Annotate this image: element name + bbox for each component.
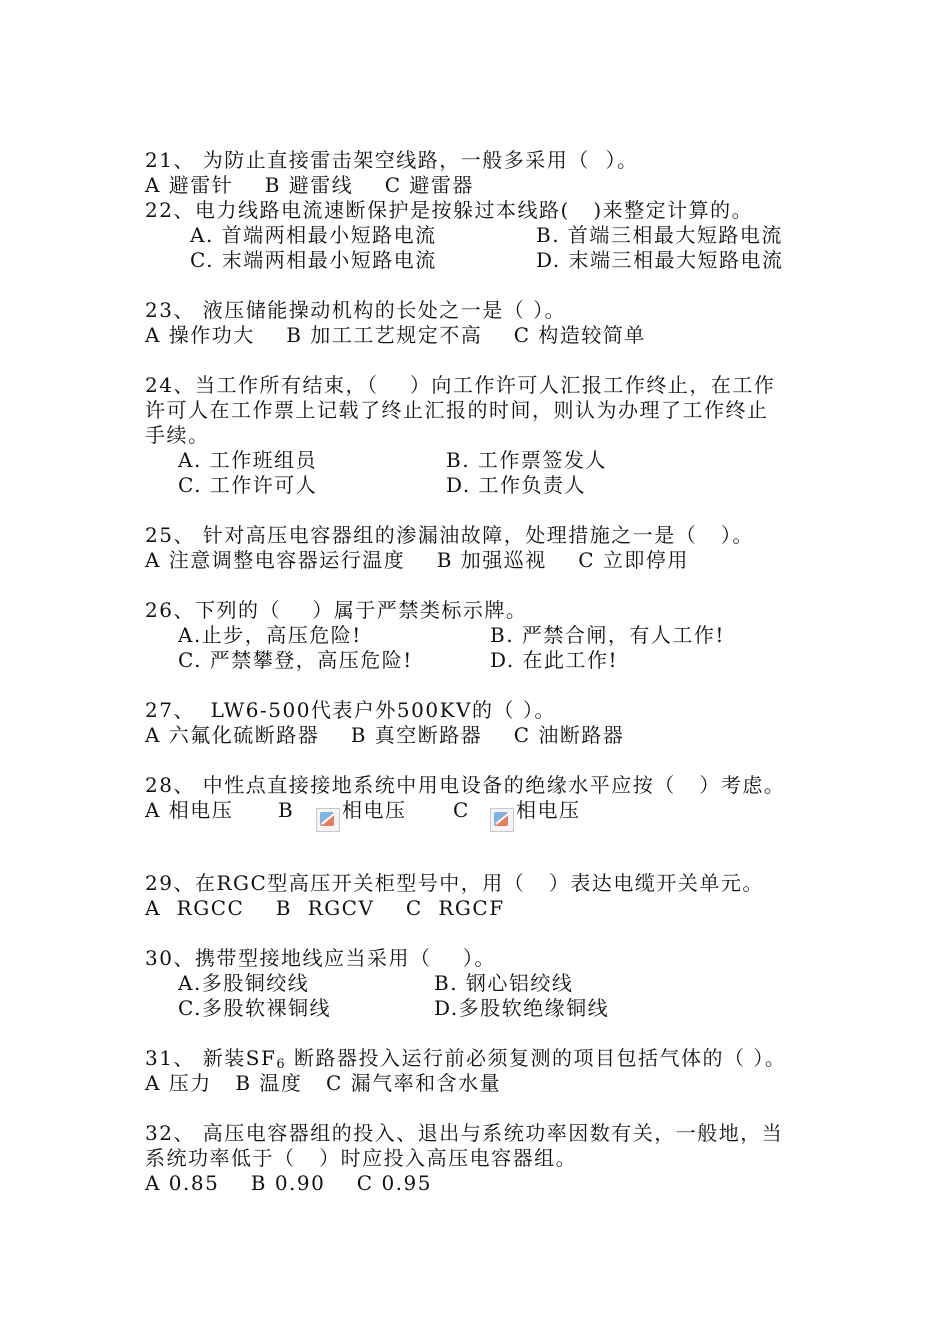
question-24-option-b: B. 工作票签发人	[446, 448, 607, 472]
question-28-option-c-letter: C	[453, 798, 470, 822]
question-28-option-a: A 相电压	[145, 798, 234, 822]
question-30-option-c: C.多股软裸铜线	[178, 996, 331, 1020]
question-25-options: A 注意调整电容器运行温度 B 加强巡视 C 立即停用	[145, 548, 689, 572]
question-23-options: A 操作功大 B 加工工艺规定不高 C 构造较简单	[145, 323, 646, 347]
question-22-option-a: A. 首端两相最小短路电流	[190, 223, 437, 247]
question-31-options: A 压力 B 温度 C 漏气率和含水量	[145, 1071, 502, 1095]
question-25-stem: 25、 针对高压电容器组的渗漏油故障，处理措施之一是（ ）。	[145, 523, 754, 547]
formula-image-icon	[490, 808, 514, 832]
question-26-option-c: C. 严禁攀登，高压危险!	[178, 648, 413, 672]
question-32-options: A 0.85 B 0.90 C 0.95	[145, 1171, 432, 1195]
question-32-stem-line2: 系统功率低于（ ）时应投入高压电容器组。	[145, 1146, 578, 1170]
question-27-options: A 六氟化硫断路器 B 真空断路器 C 油断路器	[145, 723, 625, 747]
question-26-option-d: D. 在此工作!	[490, 648, 619, 672]
question-32-stem-line1: 32、 高压电容器组的投入、退出与系统功率因数有关，一般地，当	[145, 1121, 784, 1145]
question-30-stem: 30、携带型接地线应当采用（ ）。	[145, 946, 496, 970]
question-23-stem: 23、 液压储能操动机构的长处之一是（ ）。	[145, 298, 567, 322]
question-28-stem: 28、 中性点直接接地系统中用电设备的绝缘水平应按（ ）考虑。	[145, 773, 786, 797]
question-24-stem-line1: 24、当工作所有结束，（ ）向工作许可人汇报工作终止，在工作	[145, 373, 776, 397]
question-28-option-c-text: 相电压	[516, 798, 581, 822]
question-24-option-a: A. 工作班组员	[178, 448, 318, 472]
subscript-6: 6	[276, 1057, 287, 1072]
question-26-option-b: B. 严禁合闸，有人工作!	[490, 623, 725, 647]
question-29-stem: 29、在RGC型高压开关柜型号中，用（ ）表达电缆开关单元。	[145, 871, 764, 895]
question-30-option-b: B. 钢心铝绞线	[434, 971, 574, 995]
question-22-option-d: D. 末端三相最大短路电流	[536, 248, 784, 272]
question-30-option-d: D.多股软绝缘铜线	[434, 996, 610, 1020]
question-24-stem-line2: 许可人在工作票上记载了终止汇报的时间，则认为办理了工作终止	[145, 398, 769, 422]
question-21-options: A 避雷针 B 避雷线 C 避雷器	[145, 173, 474, 197]
question-28-option-b-text: 相电压	[342, 798, 407, 822]
question-21-stem: 21、 为防止直接雷击架空线路，一般多采用（ ）。	[145, 148, 639, 172]
question-26-option-a: A.止步，高压危险!	[178, 623, 362, 647]
question-28-option-b-letter: B	[278, 798, 295, 822]
question-22-option-b: B. 首端三相最大短路电流	[536, 223, 783, 247]
question-24-option-c: C. 工作许可人	[178, 473, 318, 497]
question-30-option-a: A.多股铜绞线	[178, 971, 310, 995]
question-27-stem: 27、 LW6-500代表户外500KV的（ ）。	[145, 698, 556, 722]
question-31-stem-part2: 断路器投入运行前必须复测的项目包括气体的（ ）。	[286, 1046, 787, 1070]
question-24-stem-line3: 手续。	[145, 423, 210, 447]
question-24-option-d: D. 工作负责人	[446, 473, 587, 497]
formula-image-icon	[316, 808, 340, 832]
question-26-stem: 26、下列的（ ）属于严禁类标示牌。	[145, 598, 528, 622]
question-31-stem-part1: 31、 新装SF	[145, 1046, 277, 1070]
question-29-options: A RGCC B RGCV C RGCF	[145, 896, 505, 920]
question-22-stem: 22、电力线路电流速断保护是按躲过本线路( )来整定计算的。	[145, 198, 754, 222]
question-22-option-c: C. 末端两相最小短路电流	[190, 248, 437, 272]
